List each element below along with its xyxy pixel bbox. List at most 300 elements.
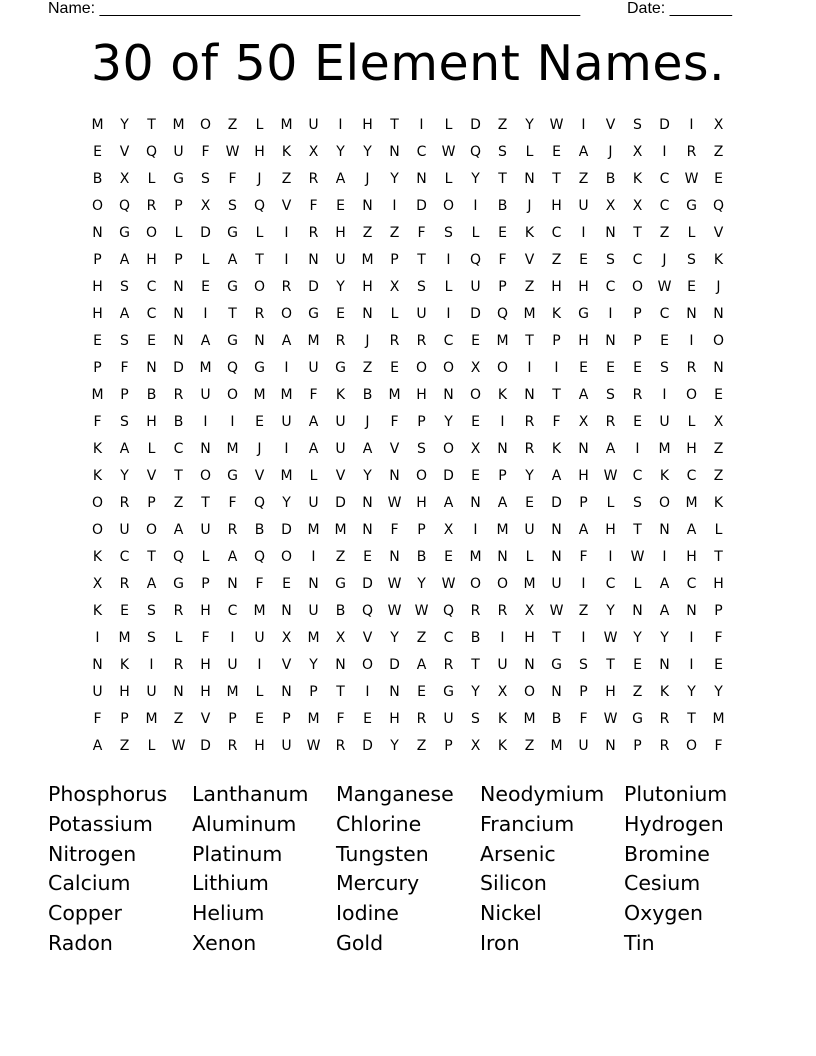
- grid-letter: R: [605, 414, 616, 430]
- grid-letter: S: [471, 711, 480, 727]
- grid-letter: N: [173, 333, 184, 349]
- grid-letter: E: [579, 360, 588, 376]
- grid-letter: C: [605, 279, 616, 295]
- grid-letter: O: [415, 468, 428, 484]
- grid-row: [84, 708, 732, 735]
- grid-letter: B: [470, 630, 481, 646]
- grid-letter: U: [524, 522, 535, 538]
- word-bank-item: Iodine: [336, 901, 399, 926]
- grid-letter: H: [254, 738, 265, 754]
- grid-letter: O: [496, 576, 509, 592]
- grid-letter: H: [551, 198, 562, 214]
- grid-letter: O: [685, 738, 698, 754]
- grid-letter: A: [173, 522, 184, 538]
- grid-letter: V: [119, 144, 130, 160]
- grid-letter: I: [284, 252, 289, 268]
- grid-letter: F: [309, 387, 318, 403]
- grid-letter: F: [714, 630, 723, 646]
- grid-letter: K: [92, 549, 103, 565]
- grid-letter: N: [389, 684, 400, 700]
- word-bank-item: Helium: [192, 901, 265, 926]
- grid-letter: A: [335, 171, 346, 187]
- grid-row: [84, 735, 732, 762]
- grid-letter: L: [255, 117, 264, 133]
- grid-letter: P: [228, 711, 237, 727]
- grid-letter: U: [308, 495, 319, 511]
- grid-letter: T: [525, 333, 534, 349]
- grid-letter: Z: [524, 738, 535, 754]
- grid-letter: K: [497, 387, 508, 403]
- grid-letter: G: [443, 684, 454, 700]
- grid-letter: M: [280, 117, 293, 133]
- grid-letter: U: [146, 684, 157, 700]
- grid-letter: I: [284, 225, 289, 241]
- grid-letter: R: [173, 387, 184, 403]
- grid-letter: N: [551, 522, 562, 538]
- word-bank-item: Radon: [48, 930, 113, 955]
- grid-letter: Z: [173, 711, 184, 727]
- grid-letter: N: [632, 603, 643, 619]
- grid-letter: C: [659, 306, 670, 322]
- word-bank-item: Gold: [336, 930, 384, 955]
- grid-letter: T: [633, 522, 642, 538]
- grid-letter: L: [174, 630, 183, 646]
- grid-letter: N: [497, 441, 508, 457]
- grid-letter: F: [390, 414, 399, 430]
- grid-letter: I: [608, 306, 613, 322]
- grid-letter: M: [523, 711, 536, 727]
- grid-row: [84, 222, 732, 249]
- grid-letter: W: [549, 603, 564, 619]
- grid-letter: X: [443, 522, 454, 538]
- grid-letter: A: [308, 441, 319, 457]
- grid-letter: U: [578, 738, 589, 754]
- grid-letter: Y: [606, 603, 615, 619]
- grid-letter: U: [335, 414, 346, 430]
- grid-letter: M: [469, 549, 482, 565]
- grid-letter: E: [552, 144, 561, 160]
- grid-letter: X: [497, 684, 508, 700]
- grid-letter: J: [257, 441, 262, 457]
- grid-letter: R: [119, 495, 130, 511]
- grid-letter: O: [496, 360, 509, 376]
- grid-letter: H: [416, 387, 427, 403]
- word-bank-item: Neodymium: [480, 782, 605, 806]
- grid-letter: R: [524, 441, 535, 457]
- grid-letter: Y: [336, 279, 345, 295]
- grid-letter: U: [119, 522, 130, 538]
- grid-letter: Q: [253, 549, 266, 565]
- grid-row: [84, 492, 732, 519]
- grid-letter: R: [632, 387, 643, 403]
- grid-letter: I: [581, 630, 586, 646]
- grid-letter: A: [362, 441, 373, 457]
- grid-letter: M: [307, 630, 320, 646]
- grid-letter: P: [498, 279, 507, 295]
- grid-letter: E: [390, 360, 399, 376]
- grid-letter: A: [443, 495, 454, 511]
- grid-letter: W: [603, 468, 618, 484]
- grid-letter: N: [713, 306, 724, 322]
- grid-letter: T: [390, 117, 399, 133]
- grid-letter: X: [200, 198, 211, 214]
- grid-letter: W: [441, 576, 456, 592]
- grid-letter: X: [632, 144, 643, 160]
- grid-letter: U: [200, 387, 211, 403]
- grid-letter: E: [633, 414, 642, 430]
- grid-letter: V: [335, 468, 346, 484]
- grid-letter: Y: [336, 144, 345, 160]
- grid-letter: C: [551, 225, 562, 241]
- grid-letter: H: [146, 252, 157, 268]
- grid-letter: I: [662, 387, 667, 403]
- grid-letter: G: [227, 468, 238, 484]
- grid-letter: M: [523, 306, 536, 322]
- grid-letter: N: [254, 333, 265, 349]
- grid-letter: Z: [713, 144, 724, 160]
- grid-letter: G: [551, 657, 562, 673]
- grid-letter: I: [284, 360, 289, 376]
- grid-letter: N: [470, 495, 481, 511]
- grid-letter: E: [471, 468, 480, 484]
- grid-letter: C: [119, 549, 130, 565]
- grid-letter: H: [200, 603, 211, 619]
- grid-letter: M: [280, 387, 293, 403]
- grid-letter: X: [713, 117, 724, 133]
- grid-letter: Q: [361, 603, 374, 619]
- grid-letter: L: [633, 576, 642, 592]
- grid-letter: O: [145, 225, 158, 241]
- grid-letter: H: [389, 711, 400, 727]
- grid-letter: U: [173, 144, 184, 160]
- grid-letter: Z: [335, 549, 346, 565]
- grid-letter: B: [173, 414, 184, 430]
- grid-letter: P: [714, 603, 723, 619]
- grid-letter: Z: [173, 495, 184, 511]
- grid-letter: P: [417, 522, 426, 538]
- grid-letter: V: [605, 117, 616, 133]
- grid-letter: K: [92, 441, 103, 457]
- grid-letter: D: [416, 198, 427, 214]
- grid-letter: E: [93, 333, 102, 349]
- grid-letter: Z: [632, 684, 643, 700]
- grid-letter: E: [147, 333, 156, 349]
- grid-letter: J: [662, 252, 667, 268]
- grid-letter: P: [633, 306, 642, 322]
- grid-letter: M: [496, 522, 509, 538]
- grid-letter: R: [335, 333, 346, 349]
- grid-letter: Y: [471, 684, 480, 700]
- grid-letter: I: [203, 414, 208, 430]
- grid-letter: I: [608, 549, 613, 565]
- grid-letter: M: [685, 495, 698, 511]
- grid-letter: D: [659, 117, 670, 133]
- grid-letter: D: [470, 306, 481, 322]
- grid-row: [84, 411, 732, 438]
- grid-letter: U: [308, 603, 319, 619]
- grid-letter: H: [524, 630, 535, 646]
- grid-letter: G: [308, 306, 319, 322]
- grid-letter: Y: [687, 684, 696, 700]
- grid-letter: N: [308, 252, 319, 268]
- grid-letter: M: [253, 387, 266, 403]
- grid-letter: M: [307, 333, 320, 349]
- grid-letter: Y: [660, 630, 669, 646]
- grid-letter: P: [444, 738, 453, 754]
- grid-letter: I: [662, 549, 667, 565]
- grid-letter: H: [713, 576, 724, 592]
- word-bank-item: Aluminum: [192, 811, 297, 836]
- grid-letter: G: [632, 711, 643, 727]
- grid-letter: A: [578, 387, 589, 403]
- grid-letter: O: [442, 441, 455, 457]
- grid-letter: C: [659, 198, 670, 214]
- grid-letter: E: [525, 495, 534, 511]
- grid-letter: U: [416, 306, 427, 322]
- word-bank-item: Bromine: [624, 841, 710, 866]
- grid-letter: I: [446, 306, 451, 322]
- grid-letter: O: [253, 279, 266, 295]
- grid-letter: X: [119, 171, 130, 187]
- grid-letter: L: [525, 144, 534, 160]
- grid-letter: K: [92, 468, 103, 484]
- grid-letter: O: [712, 333, 725, 349]
- grid-letter: N: [173, 306, 184, 322]
- grid-letter: K: [713, 495, 724, 511]
- grid-letter: C: [443, 333, 454, 349]
- grid-letter: K: [92, 603, 103, 619]
- grid-letter: M: [523, 576, 536, 592]
- grid-letter: I: [581, 576, 586, 592]
- grid-letter: N: [497, 549, 508, 565]
- word-bank-item: Xenon: [192, 930, 257, 955]
- grid-letter: B: [551, 711, 562, 727]
- grid-letter: R: [308, 225, 319, 241]
- grid-letter: A: [497, 495, 508, 511]
- grid-letter: U: [578, 198, 589, 214]
- grid-letter: M: [226, 684, 239, 700]
- grid-letter: P: [579, 495, 588, 511]
- grid-letter: X: [578, 414, 589, 430]
- grid-letter: F: [552, 414, 561, 430]
- grid-letter: F: [579, 549, 588, 565]
- grid-letter: N: [578, 441, 589, 457]
- grid-letter: T: [228, 306, 237, 322]
- grid-letter: S: [444, 225, 453, 241]
- grid-row: [84, 438, 732, 465]
- grid-letter: X: [281, 630, 292, 646]
- grid-letter: C: [227, 603, 238, 619]
- grid-letter: Y: [417, 576, 426, 592]
- grid-letter: W: [387, 576, 402, 592]
- grid-letter: F: [201, 630, 210, 646]
- grid-letter: K: [119, 657, 130, 673]
- word-bank-item: Chlorine: [336, 811, 422, 836]
- grid-letter: D: [362, 738, 373, 754]
- word-bank-item: Nitrogen: [48, 841, 137, 866]
- grid-row: [84, 249, 732, 276]
- grid-letter: O: [91, 198, 104, 214]
- grid-letter: V: [362, 630, 373, 646]
- grid-letter: T: [552, 630, 561, 646]
- grid-letter: D: [200, 738, 211, 754]
- grid-letter: J: [365, 171, 370, 187]
- grid-row: [84, 546, 732, 573]
- grid-letter: F: [228, 495, 237, 511]
- grid-letter: P: [633, 738, 642, 754]
- grid-letter: R: [254, 306, 265, 322]
- grid-letter: A: [416, 657, 427, 673]
- grid-letter: S: [606, 252, 615, 268]
- grid-letter: E: [93, 144, 102, 160]
- grid-letter: O: [280, 549, 293, 565]
- grid-letter: B: [92, 171, 103, 187]
- grid-letter: H: [578, 333, 589, 349]
- grid-letter: A: [686, 522, 697, 538]
- grid-letter: O: [91, 522, 104, 538]
- grid-letter: G: [119, 225, 130, 241]
- grid-letter: Q: [253, 495, 266, 511]
- grid-letter: A: [551, 468, 562, 484]
- grid-letter: P: [633, 333, 642, 349]
- grid-letter: U: [335, 252, 346, 268]
- grid-letter: R: [389, 333, 400, 349]
- grid-letter: O: [91, 495, 104, 511]
- grid-letter: M: [280, 468, 293, 484]
- grid-letter: J: [365, 414, 370, 430]
- grid-letter: G: [173, 171, 184, 187]
- grid-row: [84, 681, 732, 708]
- grid-letter: N: [362, 495, 373, 511]
- grid-letter: O: [199, 117, 212, 133]
- grid-letter: H: [200, 657, 211, 673]
- grid-letter: X: [470, 738, 481, 754]
- grid-letter: U: [200, 522, 211, 538]
- grid-letter: A: [200, 333, 211, 349]
- grid-letter: I: [419, 117, 424, 133]
- grid-letter: H: [686, 549, 697, 565]
- grid-letter: K: [497, 738, 508, 754]
- grid-letter: N: [524, 387, 535, 403]
- grid-letter: I: [149, 657, 154, 673]
- grid-letter: N: [308, 576, 319, 592]
- grid-letter: S: [633, 117, 642, 133]
- grid-letter: Z: [578, 603, 589, 619]
- grid-letter: X: [335, 630, 346, 646]
- grid-letter: Y: [714, 684, 723, 700]
- grid-letter: A: [227, 252, 238, 268]
- grid-letter: I: [581, 225, 586, 241]
- grid-letter: N: [200, 441, 211, 457]
- grid-letter: W: [684, 171, 699, 187]
- grid-letter: P: [552, 333, 561, 349]
- grid-letter: Y: [390, 171, 399, 187]
- grid-letter: G: [335, 576, 346, 592]
- grid-row: [84, 357, 732, 384]
- grid-letter: X: [470, 360, 481, 376]
- word-bank-item: Lanthanum: [192, 782, 309, 806]
- grid-letter: P: [579, 684, 588, 700]
- grid-letter: K: [335, 387, 346, 403]
- grid-letter: A: [578, 144, 589, 160]
- grid-letter: P: [498, 468, 507, 484]
- grid-letter: M: [226, 441, 239, 457]
- word-bank-item: Tin: [624, 930, 655, 955]
- grid-letter: J: [716, 279, 721, 295]
- grid-letter: S: [228, 198, 237, 214]
- word-bank-item: Hydrogen: [624, 811, 724, 836]
- grid-letter: N: [605, 333, 616, 349]
- grid-letter: W: [414, 603, 429, 619]
- grid-letter: M: [172, 117, 185, 133]
- grid-letter: G: [335, 360, 346, 376]
- grid-letter: O: [199, 468, 212, 484]
- grid-letter: P: [390, 252, 399, 268]
- grid-letter: M: [307, 711, 320, 727]
- grid-letter: N: [173, 684, 184, 700]
- grid-letter: L: [471, 225, 480, 241]
- grid-letter: S: [579, 657, 588, 673]
- grid-letter: I: [311, 549, 316, 565]
- grid-letter: S: [120, 333, 129, 349]
- grid-letter: E: [714, 387, 723, 403]
- grid-letter: H: [146, 414, 157, 430]
- grid-letter: I: [257, 657, 262, 673]
- grid-letter: L: [255, 684, 264, 700]
- word-bank-item: Manganese: [336, 782, 454, 806]
- grid-letter: L: [606, 495, 615, 511]
- grid-letter: O: [361, 657, 374, 673]
- grid-letter: X: [308, 144, 319, 160]
- grid-letter: I: [689, 117, 694, 133]
- grid-letter: E: [282, 576, 291, 592]
- grid-letter: L: [174, 225, 183, 241]
- grid-letter: N: [173, 279, 184, 295]
- grid-letter: B: [254, 522, 265, 538]
- grid-letter: R: [659, 711, 670, 727]
- grid-letter: A: [119, 441, 130, 457]
- grid-letter: X: [524, 603, 535, 619]
- grid-letter: Z: [578, 171, 589, 187]
- grid-letter: R: [173, 603, 184, 619]
- grid-letter: Z: [389, 225, 400, 241]
- grid-letter: L: [147, 441, 156, 457]
- grid-letter: C: [686, 468, 697, 484]
- grid-letter: R: [470, 603, 481, 619]
- word-bank-item: Silicon: [480, 871, 547, 896]
- grid-letter: Z: [524, 279, 535, 295]
- grid-letter: G: [173, 576, 184, 592]
- grid-letter: W: [441, 144, 456, 160]
- grid-letter: M: [145, 711, 158, 727]
- grid-letter: I: [95, 630, 100, 646]
- grid-letter: Q: [145, 144, 158, 160]
- grid-letter: L: [687, 414, 696, 430]
- grid-letter: L: [390, 306, 399, 322]
- grid-letter: F: [579, 711, 588, 727]
- grid-letter: N: [362, 522, 373, 538]
- grid-letter: E: [606, 360, 615, 376]
- grid-letter: E: [714, 171, 723, 187]
- grid-letter: E: [201, 279, 210, 295]
- grid-letter: F: [417, 225, 426, 241]
- grid-letter: M: [388, 387, 401, 403]
- grid-letter: T: [633, 225, 642, 241]
- grid-letter: R: [686, 144, 697, 160]
- grid-letter: D: [389, 657, 400, 673]
- grid-letter: F: [309, 198, 318, 214]
- grid-letter: Y: [120, 117, 129, 133]
